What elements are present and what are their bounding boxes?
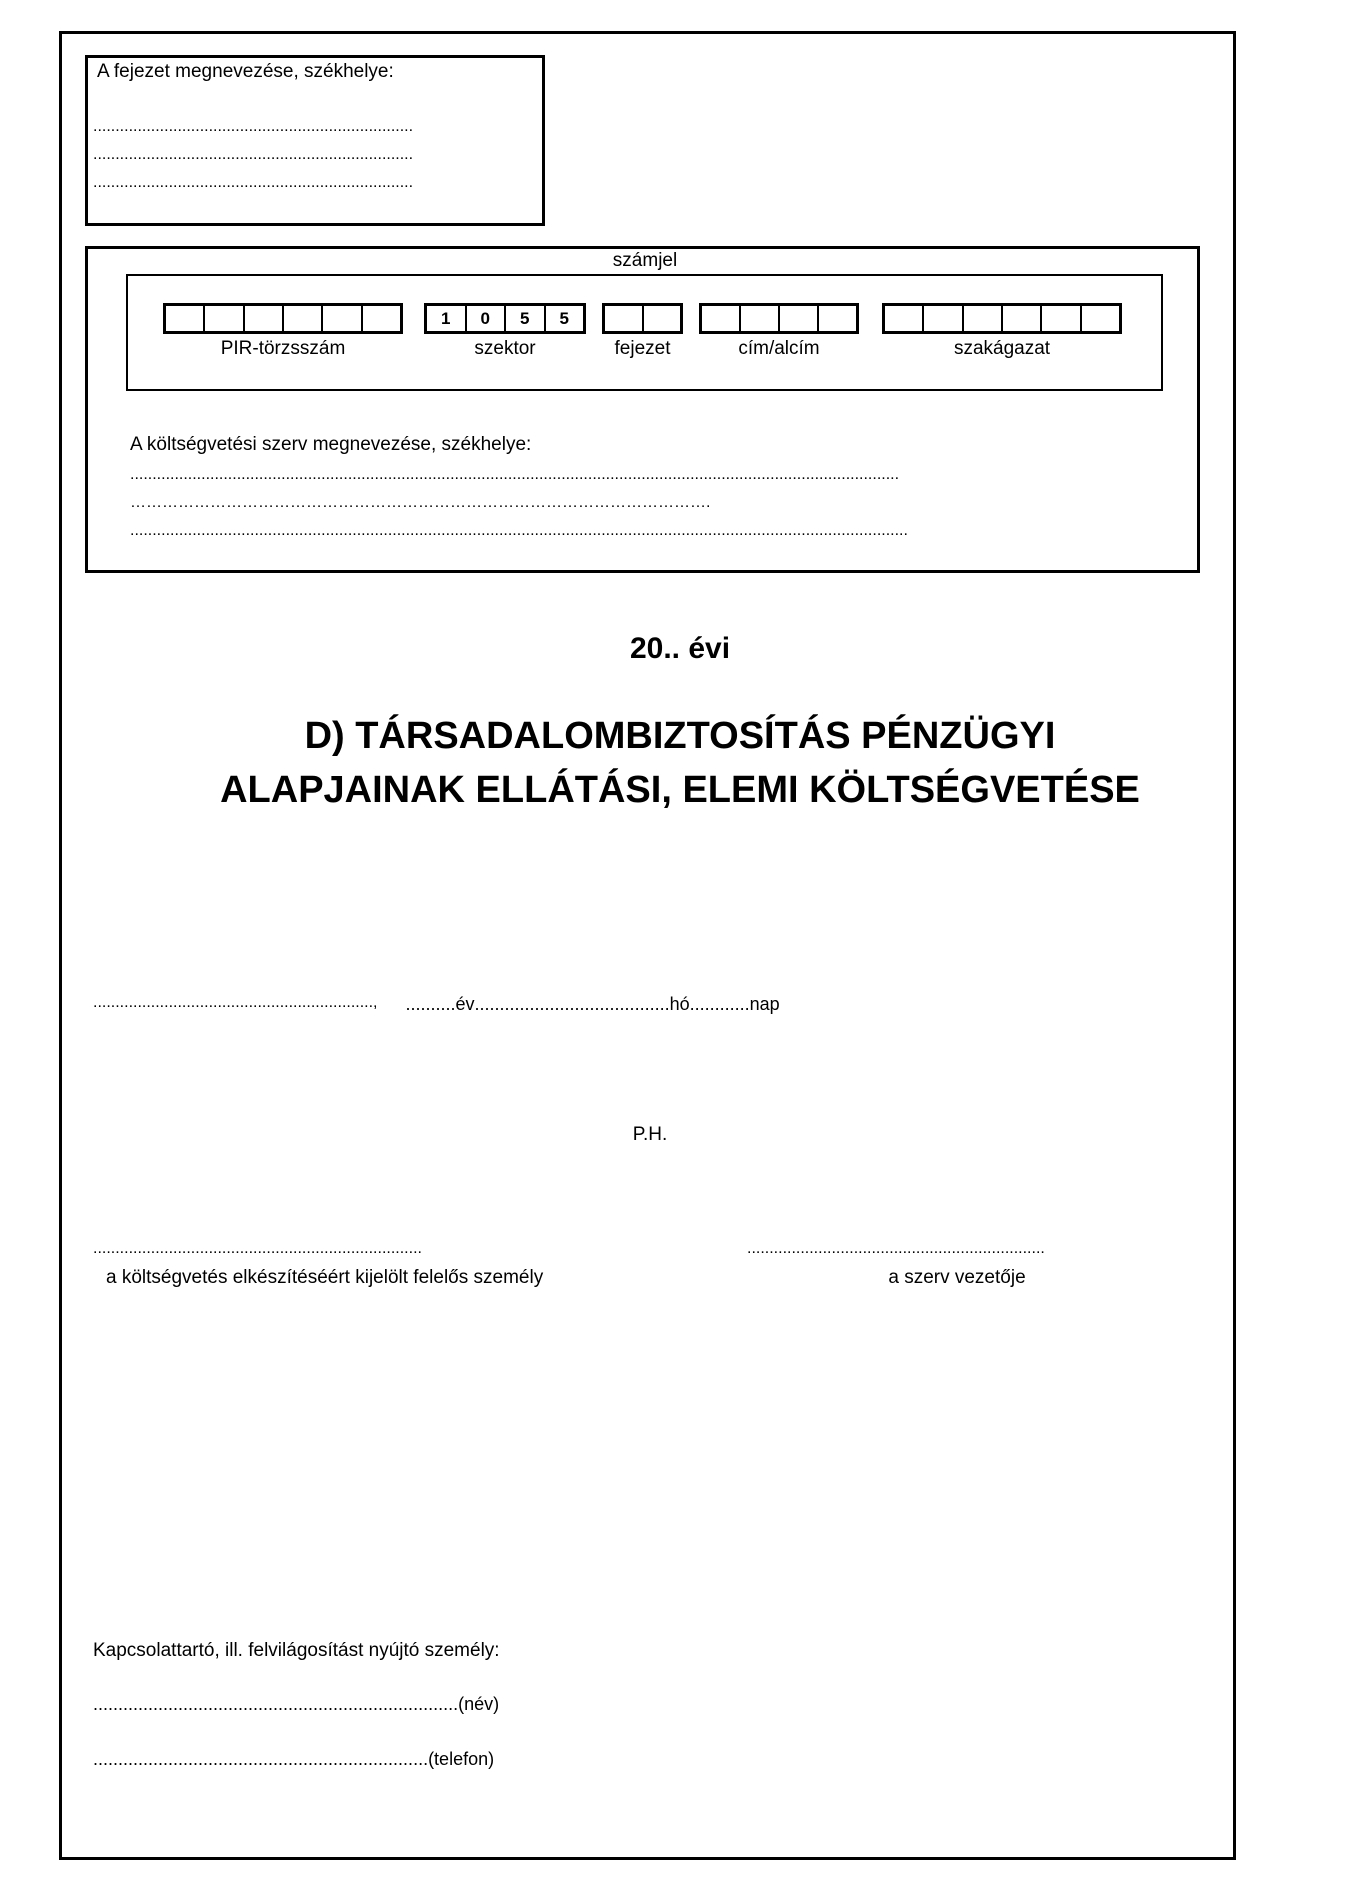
title-line-1: D) TÁRSADALOMBIZTOSÍTÁS PÉNZÜGYI bbox=[304, 715, 1056, 757]
szakagazat-cell[interactable] bbox=[1082, 306, 1119, 331]
sig-left-dots: .......................................................................... bbox=[93, 1240, 422, 1257]
ph-mark: P.H. bbox=[632, 1124, 668, 1145]
szakagazat-label: szakágazat bbox=[953, 338, 1051, 359]
szakagazat-cell[interactable] bbox=[885, 306, 924, 331]
pir-cell[interactable] bbox=[284, 306, 323, 331]
contact-label: Kapcsolattartó, ill. felvilágosítást nyújtó személy: bbox=[93, 1640, 500, 1661]
contact-phone-line: ...................................................................(telefon) bbox=[93, 1749, 495, 1769]
date-line bbox=[93, 994, 780, 1015]
cim-cell[interactable] bbox=[819, 306, 856, 331]
date-ho: .......................................hó bbox=[474, 994, 690, 1014]
szakagazat-cells[interactable] bbox=[882, 303, 1122, 334]
cim-label: cím/alcím bbox=[738, 338, 820, 359]
date-place: ..............................................................., bbox=[93, 994, 378, 1011]
szakagazat-cell[interactable] bbox=[1042, 306, 1081, 331]
org-dots-3: ............................................................................................................................................................................... bbox=[130, 522, 908, 539]
org-label: A költségvetési szerv megnevezése, székhelye: bbox=[130, 434, 532, 455]
szektor-digit: 1 bbox=[427, 306, 467, 331]
szektor-digit: 5 bbox=[559, 308, 569, 328]
fejezet-label: fejezet bbox=[614, 338, 671, 359]
szamjel-label: számjel bbox=[612, 250, 678, 271]
pir-cell[interactable] bbox=[205, 306, 244, 331]
date-ev: ..........év bbox=[405, 994, 475, 1014]
chapter-dots-2: ........................................................................ bbox=[93, 146, 414, 163]
szakagazat-cell[interactable] bbox=[964, 306, 1003, 331]
pir-cells[interactable] bbox=[163, 303, 403, 334]
pir-cell[interactable] bbox=[245, 306, 284, 331]
pir-cell[interactable] bbox=[363, 306, 400, 331]
fejezet-cell[interactable] bbox=[644, 306, 681, 331]
cim-cell[interactable] bbox=[702, 306, 741, 331]
szektor-cells bbox=[424, 303, 586, 334]
year-heading: 20.. évi bbox=[629, 632, 731, 665]
cim-cells[interactable] bbox=[699, 303, 859, 334]
szektor-digit: 5 bbox=[506, 306, 546, 331]
sig-right-dots: ................................................................... bbox=[747, 1240, 1045, 1257]
sig-left-label: a költségvetés elkészítéséért kijelölt felelős személy bbox=[106, 1267, 544, 1288]
pir-label: PIR-törzsszám bbox=[220, 338, 346, 359]
cim-cell[interactable] bbox=[780, 306, 819, 331]
sig-right-label: a szerv vezetője bbox=[888, 1267, 1026, 1288]
date-spacer bbox=[378, 994, 406, 1015]
cim-cell[interactable] bbox=[741, 306, 780, 331]
szektor-label: szektor bbox=[474, 338, 536, 359]
pir-cell[interactable] bbox=[323, 306, 362, 331]
date-nap: ............nap bbox=[689, 994, 780, 1014]
fejezet-cells[interactable] bbox=[602, 303, 683, 334]
pir-cell[interactable] bbox=[166, 306, 205, 331]
chapter-dots-3: ........................................................................ bbox=[93, 174, 414, 191]
title-line-2: ALAPJAINAK ELLÁTÁSI, ELEMI KÖLTSÉGVETÉSE bbox=[220, 769, 1140, 811]
contact-name-line: .........................................................................(név) bbox=[93, 1694, 500, 1714]
chapter-dots-1: ........................................................................ bbox=[93, 118, 414, 135]
org-dots-1: ............................................................................................................................................................................. bbox=[130, 466, 900, 483]
chapter-label: A fejezet megnevezése, székhelye: bbox=[97, 61, 394, 82]
szakagazat-cell[interactable] bbox=[924, 306, 963, 331]
szektor-digit: 0 bbox=[467, 306, 507, 331]
szakagazat-cell[interactable] bbox=[1003, 306, 1042, 331]
fejezet-cell[interactable] bbox=[605, 306, 644, 331]
org-dots-2: ………………………………………………………………………………………………. bbox=[130, 494, 711, 511]
